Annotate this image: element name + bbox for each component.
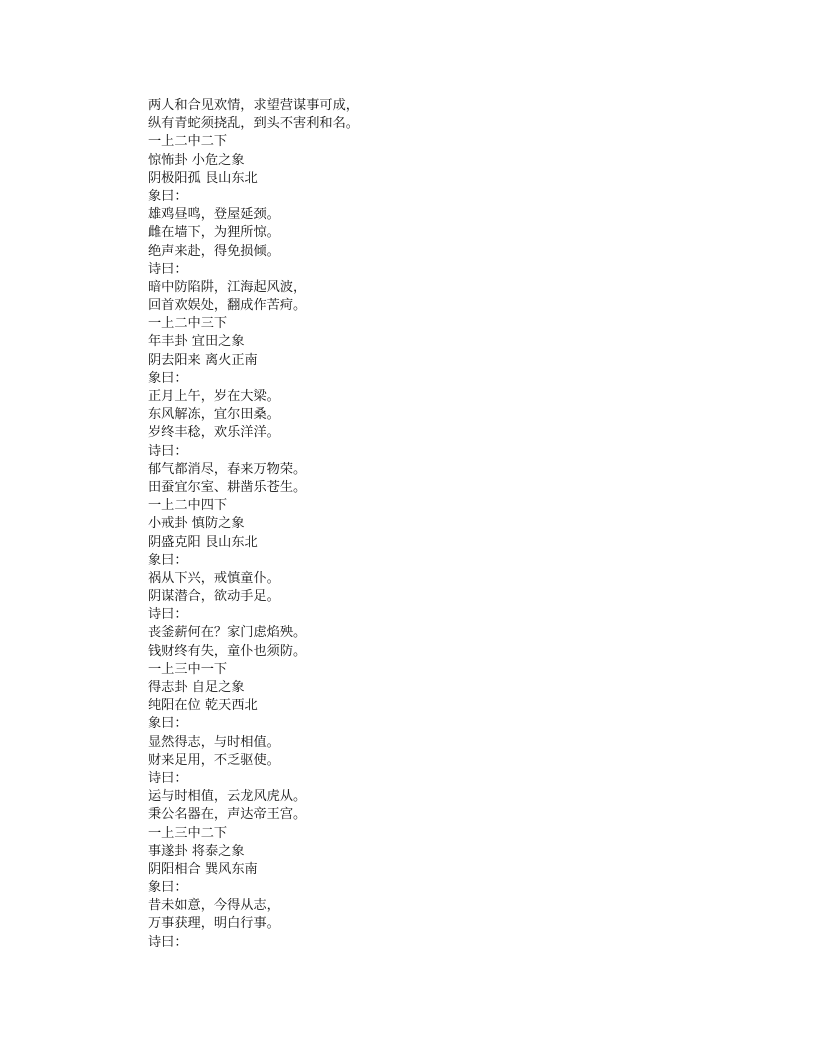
text-line: 正月上午，岁在大梁。: [148, 389, 280, 404]
text-line: 一上二中四下: [148, 498, 228, 514]
text-line: 秉公名器在，声达帝王宫。: [148, 807, 307, 823]
text-line: 昔未如意，今得从志，: [148, 898, 280, 914]
text-line: 显然得志，与时相值。: [148, 734, 280, 750]
text-line: 纯阳在位 乾天西北: [148, 698, 258, 714]
text-line: 诗曰：: [148, 261, 188, 277]
text-line: 绝声来赴，得免损倾。: [148, 243, 280, 259]
text-line: 一上三中二下: [148, 825, 228, 841]
text-line: 惊怖卦 小危之象: [148, 152, 245, 168]
text-line: 一上三中一下: [148, 661, 228, 677]
text-line: 纵有青蛇须挠乱，到头不害利和名。: [148, 116, 359, 132]
text-line: 一上二中三下: [148, 316, 228, 332]
text-line: 得志卦 自足之象: [148, 680, 245, 695]
text-line: 雄鸡昼鸣，登屋延颈。: [148, 207, 280, 223]
text-line: 丧釜薪何在？家门虑焰殃。: [148, 625, 307, 641]
text-line: 回首欢娱处，翻成作苦疴。: [148, 298, 307, 314]
text-line: 诗曰：: [148, 607, 188, 623]
text-line: 阴阳相合 巽风东南: [148, 861, 258, 877]
text-line: 两人和合见欢情，求望营谋事可成，: [148, 98, 359, 113]
text-line: 万事获理，明白行事。: [148, 916, 280, 932]
text-line: 岁终丰稔，欢乐洋洋。: [148, 425, 280, 441]
text-line: 阴去阳来 离火正南: [148, 352, 258, 368]
text-line: 诗曰：: [148, 934, 188, 950]
text-line: 象曰：: [148, 188, 188, 204]
text-line: 象曰：: [148, 370, 188, 386]
text-line: 诗曰：: [148, 770, 188, 786]
text-line: 象曰：: [148, 552, 188, 568]
text-line: 钱财终有失，童仆也须防。: [148, 643, 307, 659]
text-line: 诗曰：: [148, 443, 188, 459]
text-body: [148, 97, 708, 952]
text-line: 阴极阳孤 艮山东北: [148, 170, 258, 186]
text-line: 暗中防陷阱，江海起风波，: [148, 279, 307, 295]
text-line: 年丰卦 宜田之象: [148, 334, 245, 350]
text-line: 财来足用，不乏驱使。: [148, 752, 280, 768]
text-line: 雌在墙下，为狸所惊。: [148, 225, 280, 241]
text-line: 郁气都消尽，春来万物荣。: [148, 461, 307, 477]
text-line: 田蚕宜尔室、耕凿乐苍生。: [148, 479, 307, 495]
text-line: 象曰：: [148, 716, 188, 732]
text-line: 阴谋潜合，欲动手足。: [148, 589, 280, 605]
text-line: 运与时相值，云龙风虎从。: [148, 789, 307, 805]
text-line: 事遂卦 将泰之象: [148, 843, 245, 859]
text-line: 一上二中二下: [148, 134, 228, 150]
text-line: 小戒卦 慎防之象: [148, 516, 245, 532]
text-line: 象曰：: [148, 880, 188, 896]
text-line: 祸从下兴，戒慎童仆。: [148, 570, 280, 586]
text-line: 阴盛克阳 艮山东北: [148, 534, 258, 550]
text-line: 东风解冻，宜尔田桑。: [148, 407, 280, 423]
